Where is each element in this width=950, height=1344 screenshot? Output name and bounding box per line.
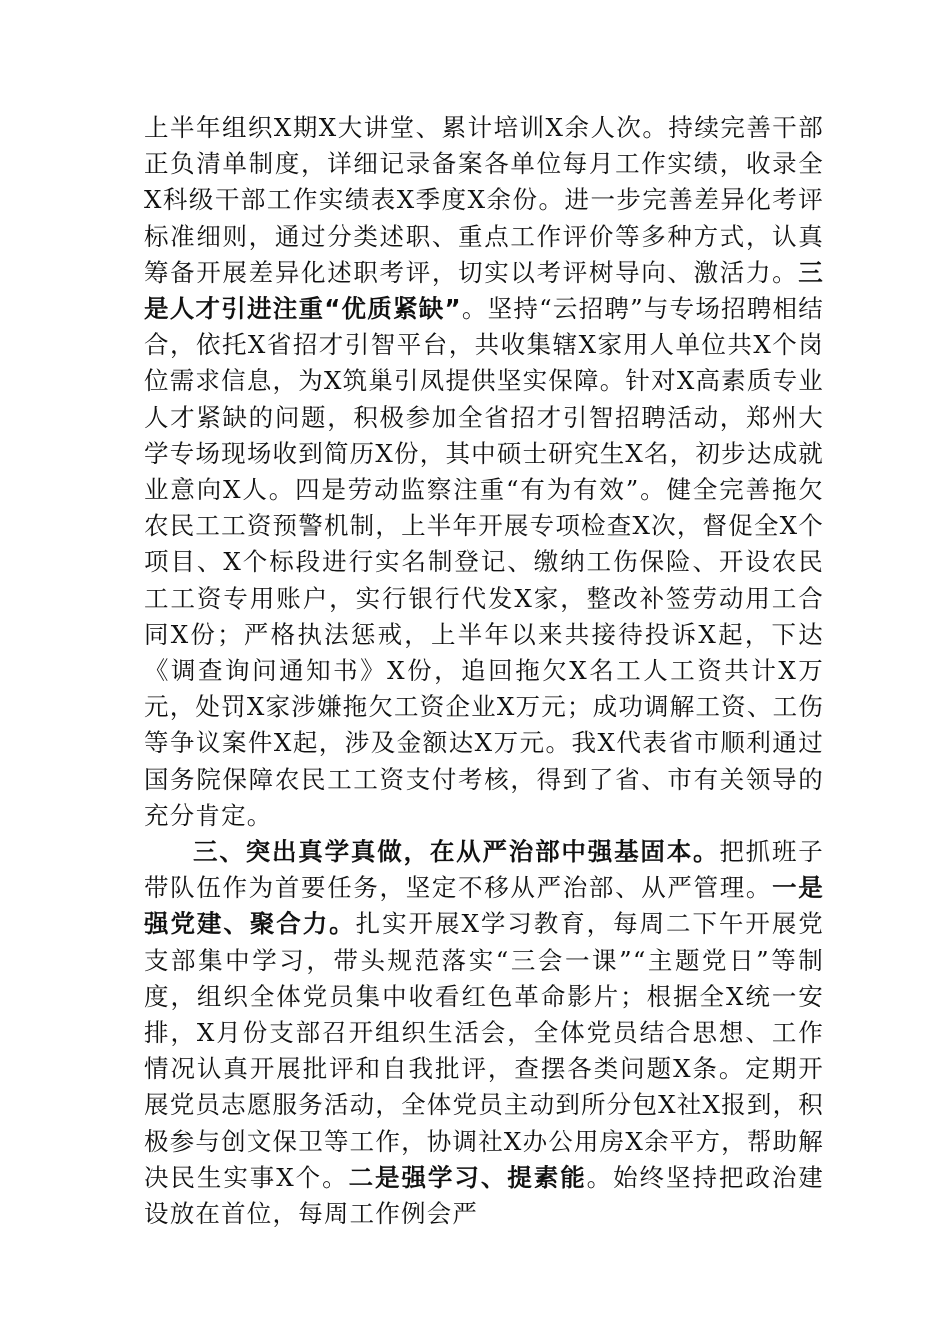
text-run: 。始终坚持把政治建设放在首位，每周工作例会严 (144, 1162, 824, 1229)
section-heading: 三、突出真学真做，在从严治部中强基固本。 (193, 837, 720, 867)
text-run: 。坚持“云招聘”与专场招聘相结合，依托X省招才引智平台，共收集辖X家用人单位共X个岗位需求信息，为X筑巢引凤提供坚实保障。针对X高素质专业人才紧缺的问题，积极参加全省招才引智招聘活动，郑州大学专场现场收到简历X份，其中硕士研究生X名，初步达成就业意向X人。四是劳动监察注重“有为有效”。健全完善拖欠农民工工资预警机制，上半年开展专项检查X次，督促全X个项目、X个标段进行实名制登记、缴纳工伤保险、开设农民工工资专用账户，实行银行代发X家，整改补签劳动用工合同X份；严格执法惩戒，上半年以来共接待投诉X起，下达《调查询问通知书》X份，追回拖欠X名工人工资共计X万元，处罚X家涉嫌拖欠工资企业X万元；成功调解工资、工伤等争议案件X起，涉及金额达X万元。我X代表省市顺利通过国务院保障农民工工资支付考核，得到了省、市有关领导的充分肯定。 (144, 294, 824, 830)
bold-heading-study: 二是强学习、提素能 (348, 1162, 587, 1192)
text-run: 扎实开展X学习教育，每周二下午开展党支部集中学习，带头规范落实“三会一课”“主题党日”等制度，组织全体党员集中收看红色革命影片；根据全X统一安排，X月份支部召开组织生活会，全体党员结合思想、工作情况认真开展批评和自我批评，查摆各类问题X条。定期开展党员志愿服务活动，全体党员主动到所分包X社X报到，积极参与创文保卫等工作，协调社X办公用房X余平方，帮助解决民生实事X个。 (144, 909, 824, 1192)
document-page (144, 110, 824, 1232)
bold-heading-talent: 三是人才引进注重“优质紧缺” (144, 257, 824, 324)
text-run: 上半年组织X期X大讲堂、累计培训X余人次。持续完善干部正负清单制度，详细记录备案各单位每月工作实绩，收录全X科级干部工作实绩表X季度X余份。进一步完善差异化考评标准细则，通过分类述职、重点工作评价等多种方式，认真筹备开展差异化述职考评，切实以考评树导向、激活力。 (144, 113, 824, 287)
paragraph-continuation (144, 110, 824, 834)
bold-heading-party: 一是强党建、聚合力。 (144, 873, 824, 939)
text-run: 把抓班子带队伍作为首要任务，坚定不移从严治部、从严管理。 (144, 837, 824, 903)
paragraph-section-three (144, 834, 824, 1232)
